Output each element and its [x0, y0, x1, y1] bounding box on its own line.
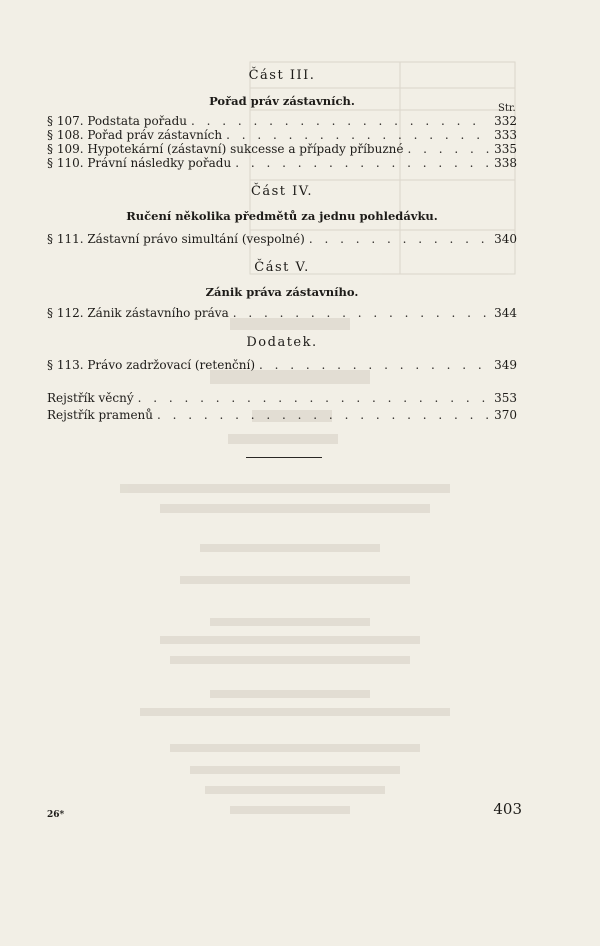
index-entry-label: Rejstřík pramenů [47, 408, 154, 422]
toc-entry-label: § 112. Zánik zástavního práva [47, 306, 229, 320]
part-iii-title: Část III. [248, 68, 316, 83]
toc-entry-page: 340 [494, 232, 517, 246]
leader-dots [134, 391, 489, 405]
toc-entry-page: 332 [494, 114, 517, 128]
index-entry[interactable] [47, 391, 517, 407]
toc-entry-label: § 110. Právní následky pořadu [47, 156, 232, 170]
toc-entry-page: 338 [494, 156, 517, 170]
toc-entry-page: 335 [494, 142, 517, 156]
toc-entry-page: 333 [494, 128, 517, 142]
index-entry[interactable] [47, 408, 517, 424]
page-column-label: Str. [498, 103, 516, 114]
toc-entry-page: 349 [494, 358, 517, 372]
page-number: 403 [493, 800, 522, 818]
part-v-title: Část V. [254, 260, 310, 275]
leader-dots [153, 408, 489, 422]
leader-dots [229, 306, 489, 320]
part-iv-title: Část IV. [250, 184, 314, 199]
toc-entry-page: 344 [494, 306, 517, 320]
leader-dots [255, 358, 489, 372]
part-v-subtitle: Zánik práva zástavního. [205, 285, 359, 299]
signature-mark: 26* [47, 810, 65, 820]
toc-entry-label: § 107. Podstata pořadu [47, 114, 187, 128]
toc-entry[interactable] [47, 306, 517, 322]
appendix-title: Dodatek. [246, 335, 318, 350]
leader-dots [222, 128, 489, 142]
closing-rule [246, 457, 322, 458]
toc-entry-label: § 109. Hypotekární (zástavní) sukcesse a případy příbuzné [47, 142, 404, 156]
part-iii-subtitle: Pořad práv zástavních. [209, 94, 355, 108]
toc-entry-label: § 113. Právo zadržovací (retenční) [47, 358, 256, 372]
part-iv-subtitle: Ručení několika předmětů za jednu pohledávku. [126, 209, 438, 223]
toc-entry[interactable] [47, 358, 517, 374]
leader-dots [305, 232, 489, 246]
index-entry-label: Rejstřík věcný [47, 391, 134, 405]
leader-dots [231, 156, 489, 170]
toc-entry-label: § 108. Pořad práv zástavních [47, 128, 223, 142]
toc-entry[interactable] [47, 232, 517, 248]
leader-dots [403, 142, 489, 156]
leader-dots [187, 114, 489, 128]
toc-entry-label: § 111. Zástavní právo simultání (vespolné) [47, 232, 305, 246]
index-entry-page: 370 [494, 408, 517, 422]
index-entry-page: 353 [494, 391, 517, 405]
toc-entry[interactable] [47, 156, 517, 172]
